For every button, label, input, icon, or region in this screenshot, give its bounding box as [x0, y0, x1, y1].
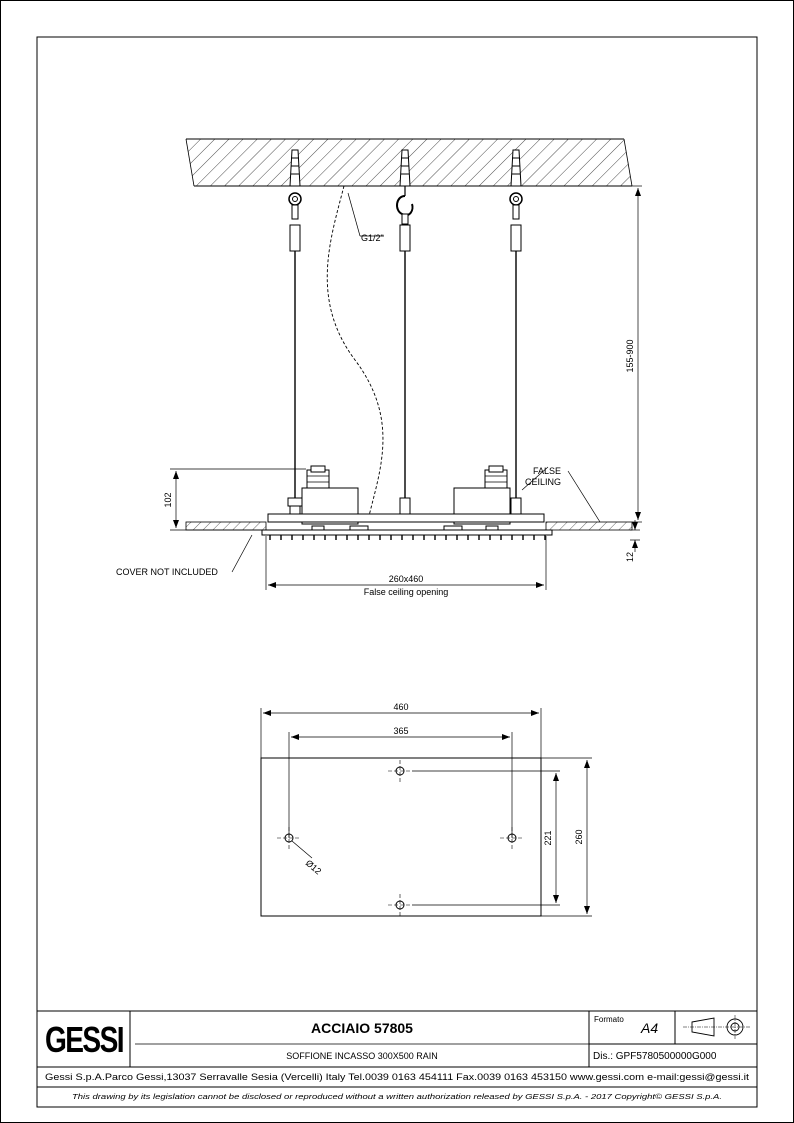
format-value: A4: [641, 1020, 659, 1036]
cover-not-included-note: COVER NOT INCLUDED: [116, 567, 218, 577]
mounting-hole-bottom: [388, 894, 560, 916]
right-suspension-cable: [510, 150, 522, 498]
product-description: SOFFIONE INCASSO 300X500 RAIN: [286, 1051, 438, 1061]
drawing-number: Dis.: GPF5780500000G000: [593, 1051, 717, 1062]
hole-spacing-y-label: 221: [543, 830, 553, 846]
false-ceiling-label-2: CEILING: [525, 477, 562, 487]
hole-spacing-x-label: 365: [393, 726, 409, 736]
hole-diameter-label: Ø12: [303, 857, 324, 877]
overall-width-label: 460: [393, 702, 409, 712]
dimension-opening: [266, 536, 546, 597]
company-info: Gessi S.p.A.Parco Gessi,13037 Serravalle Sesia (Vercelli) Italy Tel.0039 0163 454111 Fax.0039 0163 453150 www.gessi.com e-mail:gessi@gessi.it: [45, 1072, 750, 1082]
cable-length-label: 155-900: [625, 339, 635, 373]
box-height-label: 102: [163, 492, 173, 508]
pipe-thread-label: G1/2": [361, 233, 384, 243]
false-ceiling: [186, 522, 632, 530]
overall-depth-label: 260: [574, 829, 584, 845]
plan-view: [261, 702, 592, 916]
center-suspension-cable: [397, 150, 413, 498]
false-ceiling-label-1: FALSE: [533, 466, 562, 476]
product-title: ACCIAIO 57805: [311, 1020, 413, 1036]
legal-notice: This drawing by its legislation cannot be disclosed or reproduced without a written authorization released by GESSI S.p.A. - 2017 Copyright© GESSI S.p.A.: [72, 1092, 722, 1101]
mounting-hole-right: [500, 827, 524, 849]
elevation-view: [116, 139, 642, 597]
title-block: [37, 1011, 757, 1101]
shower-plate: [262, 530, 552, 540]
shower-head-body: [268, 466, 544, 530]
dimension-cable-length: [625, 186, 642, 522]
mounting-hole-top: [388, 760, 560, 782]
panel-thickness-label: 12: [625, 551, 635, 563]
plate-outline: [261, 758, 541, 916]
opening-caption: False ceiling opening: [363, 587, 449, 597]
gessi-logo: GESSI: [45, 1019, 123, 1060]
projection-symbol-icon: [683, 1015, 750, 1039]
left-suspension-cable: [289, 150, 301, 498]
format-label: Formato: [594, 1015, 624, 1024]
opening-size-label: 260x460: [388, 574, 424, 584]
